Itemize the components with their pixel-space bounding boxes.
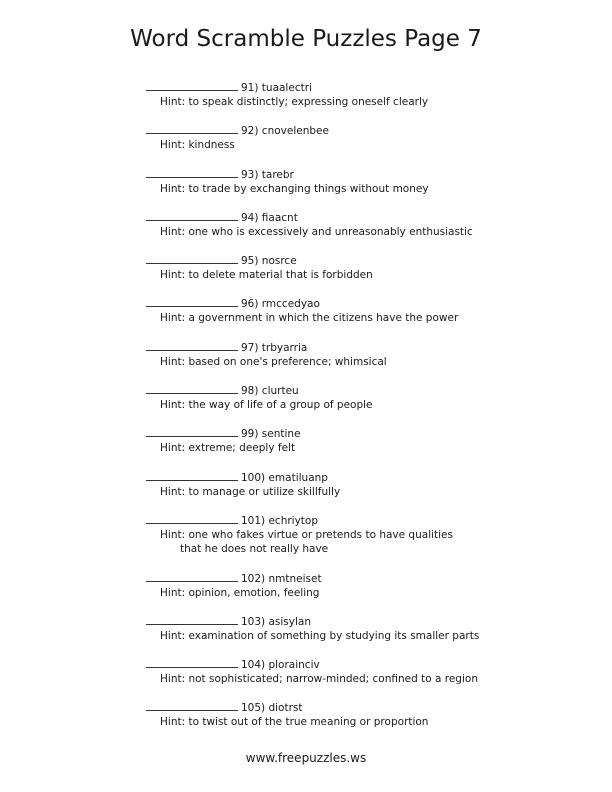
puzzle-item [146, 383, 586, 426]
puzzle-item [146, 210, 586, 253]
puzzle-item [146, 513, 586, 571]
puzzle-item [146, 657, 586, 700]
hint-text: Hint: one who fakes virtue or pretends to have qualities [160, 528, 453, 541]
puzzle-item [146, 123, 586, 166]
hint-text: Hint: kindness [160, 139, 235, 152]
answer-blank[interactable] [146, 571, 238, 582]
scrambled-word: 101) echriytop [241, 514, 319, 527]
hint-text: Hint: to manage or utilize skillfully [160, 485, 341, 498]
puzzle-item [146, 296, 586, 339]
answer-blank[interactable] [146, 296, 238, 307]
puzzle-item [146, 700, 586, 743]
scrambled-word: 103) asisylan [241, 615, 311, 628]
hint-text: Hint: to twist out of the true meaning or proportion [160, 716, 429, 729]
scrambled-word: 95) nosrce [241, 255, 297, 268]
scrambled-word: 93) tarebr [241, 168, 294, 181]
scrambled-word: 102) nmtneiset [241, 572, 322, 585]
answer-blank[interactable] [146, 210, 238, 221]
hint-text: Hint: based on one's preference; whimsical [160, 355, 387, 368]
scrambled-word: 98) clurteu [241, 385, 299, 398]
puzzle-item [146, 80, 586, 123]
hint-text: Hint: to speak distinctly; expressing oneself clearly [160, 96, 429, 108]
answer-blank[interactable] [146, 253, 238, 264]
puzzle-item [146, 470, 586, 513]
puzzle-list [146, 80, 586, 744]
scrambled-word: 100) ematiluanp [241, 471, 328, 484]
puzzle-item [146, 614, 586, 657]
hint-text: Hint: the way of life of a group of people [160, 399, 373, 412]
puzzle-item [146, 340, 586, 383]
hint-text: Hint: not sophisticated; narrow-minded; confined to a region [160, 673, 478, 686]
scrambled-word: 94) fiaacnt [241, 211, 298, 224]
puzzle-item [146, 426, 586, 469]
answer-blank[interactable] [146, 513, 238, 524]
hint-text: Hint: extreme; deeply felt [160, 442, 296, 455]
answer-blank[interactable] [146, 340, 238, 351]
hint-text: Hint: to trade by exchanging things without money [160, 182, 429, 195]
hint-text: Hint: a government in which the citizens have the power [160, 312, 459, 325]
puzzle-item [146, 253, 586, 296]
answer-blank[interactable] [146, 614, 238, 625]
scrambled-word: 99) sentine [241, 428, 301, 441]
scrambled-word: 91) tuaalectri [241, 82, 312, 94]
hint-text: Hint: opinion, emotion, feeling [160, 586, 320, 599]
scrambled-word: 97) trbyarria [241, 341, 308, 354]
hint-text-continued: that he does not really have [180, 542, 329, 555]
hint-text: Hint: one who is excessively and unreasonably enthusiastic [160, 225, 473, 238]
answer-blank[interactable] [146, 80, 238, 91]
scrambled-word: 96) rmccedyao [241, 298, 320, 311]
answer-blank[interactable] [146, 470, 238, 481]
answer-blank[interactable] [146, 383, 238, 394]
hint-text: Hint: to delete material that is forbidden [160, 269, 373, 282]
answer-blank[interactable] [146, 167, 238, 178]
scrambled-word: 105) diotrst [241, 702, 303, 715]
footer-website: www.freepuzzles.ws [245, 751, 367, 765]
puzzle-item [146, 571, 586, 614]
answer-blank[interactable] [146, 426, 238, 437]
answer-blank[interactable] [146, 123, 238, 134]
answer-blank[interactable] [146, 657, 238, 668]
answer-blank[interactable] [146, 700, 238, 711]
puzzle-item [146, 167, 586, 210]
scrambled-word: 92) cnovelenbee [241, 125, 329, 138]
page-title: Word Scramble Puzzles Page 7 [130, 26, 482, 52]
hint-text: Hint: examination of something by studying its smaller parts [160, 629, 480, 642]
scrambled-word: 104) plorainciv [241, 659, 320, 672]
